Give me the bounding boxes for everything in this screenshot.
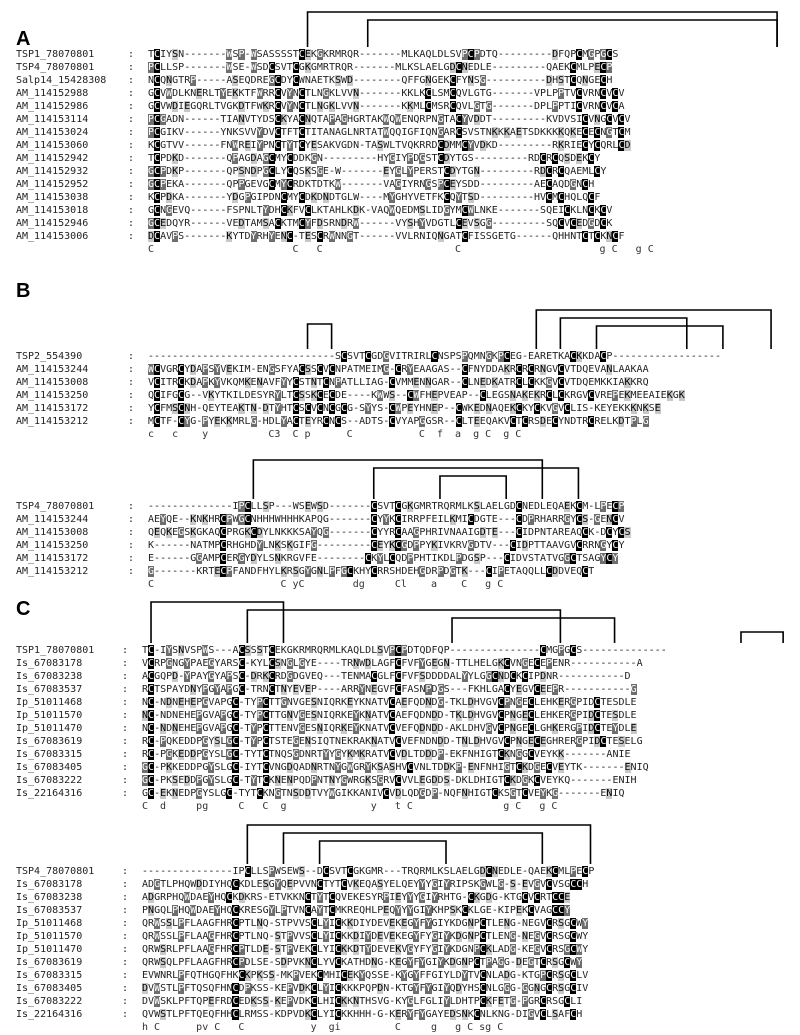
alignment-row — [0, 526, 800, 539]
separator: : — [128, 114, 135, 125]
alignment-row — [0, 217, 800, 230]
alignment-row — [0, 113, 800, 126]
alignment-row — [0, 165, 800, 178]
sequence-residues: GC-EKNEDPGYSLGC-TYTCKNGTNSDDTVYWGIKKANIVCVDLQDGDP-NQFNHIGTCKSGTCVEYKG-------ENIQ — [142, 788, 625, 799]
alignment-row — [0, 1008, 800, 1021]
separator: : — [128, 527, 135, 538]
alignment-row — [0, 152, 800, 165]
sequence-residues: NC-NDNEHEPGVAPGC-TYPCTTGNVGESNIQRKEYKNATVCAEFQDNDD-TKLDHVGVCPNGECLEHKERGPIDCTESDLE — [142, 710, 637, 721]
sequence-residues: WCVGRCYDAPSYVEKIM-ENGSFYACSSCVCNPATMEIMG-CRYEAAGAS--CFNYDDAKRCRCRNGVCVTDQEVANLAAKAA — [148, 364, 649, 375]
sequence-name: Is_67083537 — [16, 905, 83, 916]
bond-connector — [308, 12, 778, 47]
separator: : — [122, 723, 129, 734]
separator: : — [128, 540, 135, 551]
alignment-row — [0, 87, 800, 100]
alignment-row — [0, 865, 800, 878]
separator: : — [128, 179, 135, 190]
sequence-residues: TC-IYSNVSPWS---ACSSSTCEKGKRMRQRMLKAQLDLSVPCPDTQDFQP---------------CMGPGCS-------------- — [142, 645, 667, 656]
sequence-name: Is_67083238 — [16, 671, 83, 682]
sequence-name: TSP4_78070801 — [16, 866, 95, 877]
sequence-name: Is_67083405 — [16, 762, 83, 773]
sequence-name: AM_114153008 — [16, 377, 89, 388]
sequence-residues: QRWSSLPFLAAGFHRCPTLNQ-STPVVSCLYICKKDIYDEVEKEGYFYGIYKDGNPCTLENG-NEGVCRSGCWY — [142, 931, 589, 942]
sequence-residues: GCPEKA-------QPPGEVGCMYCRDKTDTKW-------VAGIYRNGSPCEYSDD---------AECAQDGNCH — [148, 179, 595, 190]
alignment-row — [0, 774, 800, 787]
alignment-row — [0, 956, 800, 969]
alignment-row — [0, 389, 800, 402]
sequence-residues: GC-PKSEDDPGYSLGC-TYTCKNENPQDPNTNYGWRGKSGRVCVVLEGDDS-DKLDHIGTCKDGKCVEYKQ-------ENIH — [142, 775, 637, 786]
alignment-row — [0, 100, 800, 113]
alignment-row — [0, 500, 800, 513]
separator: : — [128, 192, 135, 203]
separator: : — [122, 736, 129, 747]
separator: : — [128, 377, 135, 388]
panel-label: B — [16, 280, 31, 302]
separator: : — [128, 166, 135, 177]
separator: : — [128, 514, 135, 525]
sequence-residues: GCNGEVQ------FSPNLTYDHCKFVCLKTAHLKDK-VAQWQEDMSLIDGYMCWLNKE-------SQEICKLNCKCV — [148, 205, 613, 216]
bond-connector — [560, 318, 686, 349]
sequence-residues: TCPDKD-------QPAGDAGCMYCDDKGN---------HYGIYPDGSTCDYTGS---------RDCRCQSDEKCY — [148, 153, 601, 164]
sequence-residues: NC-NDNEHEPGVAPGC-TYPCTTGNVGESNIQRKEYKNATVCAEFQDNDG-TKLDHVGVCPNGECLEHKERGPIDCTESDLE — [142, 697, 637, 708]
alignment-row — [0, 513, 800, 526]
separator: : — [128, 403, 135, 414]
sequence-residues: GCVWDIEGQRLTVGKDTFWKRCVYNCTLNGKLVVN-------KKMLCMSRCQVLGTG-------DPLPPTICVRNCVCA — [148, 101, 625, 112]
sequence-residues: DVWSTLPFTQSQFHNCDPKSS-KEPVDKCLYICKKKPQPDN-KTGYFYGIYQDYHSCNLGGG-GGNGCRSGCIV — [142, 983, 589, 994]
separator: : — [128, 49, 135, 60]
separator: : — [122, 762, 129, 773]
separator: : — [122, 944, 129, 955]
sequence-name: TSP1_78070801 — [16, 49, 95, 60]
bond-connector — [741, 632, 783, 643]
separator: : — [128, 351, 135, 362]
separator: : — [122, 983, 129, 994]
sequence-name: Ip_51011468 — [16, 697, 83, 708]
sequence-residues: QVWSTLPFTQEQFHHCLRMSS-KDPVDKCLYICKKHHH-G-KERYFYGAYEDSNKCNLKNG-DIGVCLSAFCH — [142, 1009, 583, 1020]
sequence-name: AM_114153172 — [16, 403, 89, 414]
sequence-name: AM_114153024 — [16, 127, 89, 138]
consensus-line: C C yC dg Cl a C g C — [148, 579, 504, 590]
alignment-row — [0, 61, 800, 74]
alignment-row — [0, 696, 800, 709]
sequence-name: Is_22164316 — [16, 788, 83, 799]
sequence-name: Ip_51011470 — [16, 723, 83, 734]
alignment-row — [0, 982, 800, 995]
separator: : — [128, 566, 135, 577]
bond-connector — [320, 841, 446, 864]
bond-connector — [596, 326, 722, 349]
bond-connector — [368, 20, 777, 47]
sequence-name: AM_114153172 — [16, 553, 89, 564]
alignment-row — [0, 230, 800, 243]
sequence-residues: -------------------------------SCSVTCGDGVITRIRLCNSPSPQMNGKPCEG-EARETKACKKDACP------------------ — [148, 351, 721, 362]
sequence-name: Ip_51011470 — [16, 944, 83, 955]
alignment-row — [0, 904, 800, 917]
separator: : — [128, 62, 135, 73]
alignment-row — [0, 402, 800, 415]
sequence-residues: G-------KRTECPFANDFHYLKRSGYGNLPFGCKHYCRRSHDEHGDRPDGTK---CIPETAQQLLCDDVEQCT — [148, 566, 595, 577]
alignment-row — [0, 891, 800, 904]
separator: : — [122, 749, 129, 760]
sequence-name: AM_114153008 — [16, 527, 89, 538]
alignment-row — [0, 126, 800, 139]
sequence-name: AM_114152932 — [16, 166, 89, 177]
sequence-name: Ip_51011468 — [16, 918, 83, 929]
sequence-residues: DCAVPS-------KYTDYRHYENC-TESCRWNNGT------VVLRNIQNGATCFISSGETG------QHHNTCTCKNCF — [148, 231, 625, 242]
sequence-name: Ip_51011570 — [16, 931, 83, 942]
separator: : — [122, 970, 129, 981]
sequence-name: TSP4_78070801 — [16, 62, 95, 73]
alignment-row — [0, 48, 800, 61]
alignment-row — [0, 761, 800, 774]
separator: : — [128, 101, 135, 112]
sequence-name: Is_67083178 — [16, 879, 83, 890]
alignment-row — [0, 415, 800, 428]
alignment-row — [0, 709, 800, 722]
sequence-residues: QRWSQLPFLAAGFHRCPDLSE-SDPVKNCLYVCKATHDNG-KEGYFYGIYKDGNPCTPAGG-DEGTCRSGCWY — [142, 957, 583, 968]
sequence-residues: QRWSRLPFLAAGFHRCPTLDE-STPVEKCLYICKKDTYDEVEKVGYFYGIYKDGNPCKLADG-KEGVCRSGCWY — [142, 944, 589, 955]
alignment-row — [0, 552, 800, 565]
separator: : — [122, 671, 129, 682]
alignment-row — [0, 178, 800, 191]
alignment-row — [0, 930, 800, 943]
consensus-line: c c y C3 C p C C f a g C g C — [148, 429, 522, 440]
alignment-row — [0, 943, 800, 956]
sequence-residues: PCGADN------TIANVTYDSCKYACNQTAPAGHGRTAKWQWENQRPNGTACYVDDT---------KVDVSICVNGCVCV — [148, 114, 631, 125]
sequence-residues: ACGQPD-YPAYGYAPSC-DRKCRDGDGVEQ---TENMACGLFCFVFSDDDDALYYLGGCNDCKCIPDNR-----------D — [142, 671, 631, 682]
sequence-name: Is_67083315 — [16, 749, 83, 760]
sequence-name: AM_114152986 — [16, 101, 89, 112]
separator: : — [128, 205, 135, 216]
separator: : — [122, 866, 129, 877]
sequence-residues: GC-PKKEDDPGYSLGC-IYTCVNGDQADNRTNYGWGRYKSASHVCVNLTDDKP-ENFNHIGTCKDGECVEYTK-------ENIQ — [142, 762, 649, 773]
separator: : — [128, 390, 135, 401]
alignment-row — [0, 787, 800, 800]
separator: : — [128, 231, 135, 242]
sequence-name: Is_67083405 — [16, 983, 83, 994]
bond-connector — [151, 602, 283, 643]
alignment-row — [0, 350, 800, 363]
consensus-line: C C C C g C g C — [148, 244, 654, 255]
sequence-name: AM_114152952 — [16, 179, 89, 190]
separator: : — [128, 416, 135, 427]
separator: : — [128, 75, 135, 86]
alignment-row — [0, 670, 800, 683]
separator: : — [128, 153, 135, 164]
sequence-name: AM_114153244 — [16, 364, 89, 375]
sequence-residues: RCTSPAYDNYPGYAPGC-TRNCTNYEVEP----ARRYNEGVFCFASNPDGS---FKHLGACYEGVCEEPR-----------G — [142, 684, 637, 695]
sequence-residues: EVWNRLPFQTHGQFHKCKPKSS-MKPVEKCMHICEKYQSSE-KYGYFFGIYLDYTVCNLADG-KTGPCRSGCLV — [142, 970, 589, 981]
sequence-name: AM_114153244 — [16, 514, 89, 525]
sequence-name: Ip_51011570 — [16, 710, 83, 721]
sequence-name: Is_67083537 — [16, 684, 83, 695]
sequence-name: Salp14_15428308 — [16, 75, 107, 86]
sequence-name: AM_114153212 — [16, 566, 89, 577]
sequence-residues: K------NATMPCRHGHDYLNKSKGIFG---------CEYKCGDPPYKIVKRVGDTV---CIDPTTAAVGVCRRNGYCY — [148, 540, 625, 551]
bond-connector — [536, 310, 771, 349]
sequence-residues: ---------------IPCLLSPWSEWS--DCSVTCGKGMR---TRQRMLKSLAELGDCNEDLE-QAEKCMLPECP — [142, 866, 595, 877]
sequence-name: AM_114152942 — [16, 153, 89, 164]
bond-connector — [452, 618, 615, 643]
panel-label: C — [16, 598, 31, 620]
sequence-name: AM_114153060 — [16, 140, 89, 151]
sequence-residues: GCVWDLKNERLTYEKKTFWRRCVYNCTLNGKLVVN-------KKLKCLSMCQVLGTG-------VPLPPTVCVRNCVCV — [148, 88, 625, 99]
sequence-residues: RC-PQKEDDPGYSLGC-TYPCTSTEGENSIQTNEKRAKNATVCVEFNDNDD-TNLDHVGVCPNGECEGHRERGPIDCTESELG — [142, 736, 643, 747]
separator: : — [122, 775, 129, 786]
sequence-name: Is_22164316 — [16, 1009, 83, 1020]
sequence-residues: ADGTLPHQWDDIYHQCKDLESGYQEPVVNCTYTCVKEQASYELQEYYYGIYRIPSKGWLG-S-EVGVCVSGCCH — [142, 879, 589, 890]
bond-connector — [283, 833, 542, 864]
separator: : — [122, 879, 129, 890]
alignment-row — [0, 191, 800, 204]
sequence-residues: MCTF-CYG-PYEKKMRLG-HDLYACTEYRCNCS--ADTS-CVYAPGGSR--CLTEEQAKVCTCRSDECYNDTRCRELKDTPLG — [148, 416, 649, 427]
sequence-residues: KCGTVV------FNWREIYPNCTYTCYESAKVGDN-TASWLTVQKRRDCDMMCYVDKD---------RKRIECYCQRLCD — [148, 140, 631, 151]
alignment-row — [0, 376, 800, 389]
sequence-name: TSP4_78070801 — [16, 501, 95, 512]
separator: : — [122, 918, 129, 929]
sequence-residues: E------GGAMPCERGYDYLSNKRGVFE--------CKYLCQDPPHTIKDLPDGSP---CIDVSTATVGGCTSAGYCY — [148, 553, 619, 564]
sequence-name: Is_67083222 — [16, 775, 83, 786]
separator: : — [122, 710, 129, 721]
sequence-residues: VCITRCKDAPKYVKQMKENAVFYYCSTNTCNPATLLIAG-CVMMENNGAR--CLNEDKATRCLCKKGVCVTDQEMKKIAKKRQ — [148, 377, 649, 388]
separator: : — [128, 88, 135, 99]
separator: : — [122, 1009, 129, 1020]
sequence-name: Is_67083315 — [16, 970, 83, 981]
separator: : — [128, 364, 135, 375]
bond-connector — [247, 610, 560, 643]
separator: : — [122, 957, 129, 968]
alignment-row — [0, 683, 800, 696]
sequence-residues: --------------IPCLLSP---WSEWSD-------CSVTCGKGMRTRQRMLKSLAELGDCNEDLEQAEKCM-LPECP — [148, 501, 625, 512]
alignment-row — [0, 363, 800, 376]
sequence-residues: PNGQLPHQWDAEYHQCKRESGYLPTVNCAYTCMKREQHLPEQYYYGIYKHPSKCKLGE-KIPEKCVAGCCY — [142, 905, 571, 916]
sequence-name: AM_114153018 — [16, 205, 89, 216]
bond-connector — [374, 468, 579, 499]
sequence-name: AM_114153006 — [16, 231, 89, 242]
sequence-residues: PCGIKV------YNKSVVYDVCTFTCTITANAGLNRTATWQQIGFIQNGARCSVSTNKKKAETSDKKKKQKECECNGTCM — [148, 127, 631, 138]
separator: : — [122, 684, 129, 695]
sequence-residues: AEYQE--KNKHRCPWGCNHHHWHHHKAPQG-------CYYKCIRRPFEILKMICDGTE---CDPRHARRGYCS-GENCV — [148, 514, 625, 525]
consensus-line: C d pg C C g y t C g C g C — [142, 801, 558, 812]
separator: : — [128, 140, 135, 151]
sequence-name: AM_114152946 — [16, 218, 89, 229]
sequence-residues: QRWSSLPFLAAGFHRCPTLNQ-STPVVSCLYICKKDIYDEVEKEGYFYGIYKDGNPCTLENG-NEGVCRSGCWY — [142, 918, 589, 929]
sequence-residues: NC-NDNEHEPGVAPGC-TYPCTTENVGESNIQRKEYKNATVCVEFQDNDD-AKLDHVGVCPNGECLGHKERGPIDCTEYDLE — [142, 723, 637, 734]
sequence-name: TSP2_554390 — [16, 351, 83, 362]
separator: : — [122, 697, 129, 708]
separator: : — [122, 892, 129, 903]
alignment-row — [0, 539, 800, 552]
sequence-residues: DVWSKLPFTQPEFRDCEDKSS-KEPVDKCLHICKKNTHSVG-KYGLFGLIYLDHTPCKFETG-PGRCRSGCLI — [142, 996, 583, 1007]
alignment-row — [0, 74, 800, 87]
sequence-name: Is_67083619 — [16, 957, 83, 968]
sequence-residues: NCQNGTRP-----ASEQDREGCDYCWNAETKSWD--------QFFGNGEKCFYNSG----------DHSTCQNGECH — [148, 75, 613, 86]
separator: : — [128, 501, 135, 512]
sequence-name: AM_114153250 — [16, 390, 89, 401]
sequence-name: Is_67083222 — [16, 996, 83, 1007]
sequence-name: Is_67083178 — [16, 658, 83, 669]
separator: : — [122, 645, 129, 656]
sequence-name: Is_67083238 — [16, 892, 83, 903]
alignment-row — [0, 995, 800, 1008]
sequence-residues: QCIFGCG--VKYTKILDESYRYLTCSSKCECDE----KWWS--CWFHEPVEAP--CLEGSNAKEKRCLCKRGVCVREPEKMEEAIEKGK — [148, 390, 685, 401]
sequence-residues: YCFMSCNH-QEYTEAKTN-DTYHTCSCVCNCGCG-SYYS-CWPEYHNEP--CWKEDNAQEKCKYCKVGVCLIS-KEYEKKKNKSE — [148, 403, 661, 414]
alignment-row — [0, 748, 800, 761]
sequence-name: AM_114153114 — [16, 114, 89, 125]
panel-label: A — [16, 28, 31, 50]
separator: : — [122, 996, 129, 1007]
alignment-row — [0, 735, 800, 748]
bond-connector — [308, 324, 332, 349]
separator: : — [128, 127, 135, 138]
alignment-row — [0, 657, 800, 670]
sequence-name: TSP1_78070801 — [16, 645, 95, 656]
sequence-name: AM_114152988 — [16, 88, 89, 99]
sequence-name: AM_114153250 — [16, 540, 89, 551]
sequence-residues: RC-PGKEDDPGYSLGC-TYTCTNQSGDNRTYYGYKMKRATVCVDLTDDDP-EKFNHIGTCKNGGCVEYKK-------ANIE — [142, 749, 631, 760]
sequence-residues: ADGRPHQWDAEYHQCKDKRS-ETVKKNCTYTCQVEKESYRPIEYYYGIYRHTG-CKGDG-KTGCVCRTCCE — [142, 892, 571, 903]
alignment-row — [0, 969, 800, 982]
consensus-line: h C pv C C y gi C g g C sg C — [142, 1022, 504, 1033]
alignment-row — [0, 878, 800, 891]
sequence-residues: TCIYSN-------WSP-WSASSSSTCEKGKRMRQR-------MLKAQLDLSVPCPDTQ---------DFQPCMGPGCS — [148, 49, 619, 60]
separator: : — [122, 788, 129, 799]
alignment-row — [0, 917, 800, 930]
alignment-row — [0, 565, 800, 578]
alignment-row — [0, 722, 800, 735]
alignment-row — [0, 139, 800, 152]
sequence-residues: PCLLSP-------WSE-WSDCSVTCGKGMRTRQR-------MLKSLAELGDCNEDLE---------QAEKCMLPECP — [148, 62, 613, 73]
bond-connector — [247, 825, 590, 864]
sequence-residues: GCPDKP-------QPSNDPGCLYCQSKSGE-W-------EYGLYPERSTCDYTGN---------RDCRCQAEMLCY — [148, 166, 607, 177]
sequence-name: AM_114153038 — [16, 192, 89, 203]
alignment-row — [0, 204, 800, 217]
sequence-residues: VCRPGNGYPAEGYARSC-KYLCSNGLGYE----TRNWDLAGFCFVFYGEGN-TTLHELGKCVNGECEPENR-----------A — [142, 658, 643, 669]
separator: : — [122, 931, 129, 942]
sequence-residues: KCPDKA-------YDGPGIPDNCMYCDKDNDTGLW----MYGHYVETFKCQYTSD---------HVCMCHQLQCF — [148, 192, 601, 203]
separator: : — [128, 218, 135, 229]
bond-connector — [440, 476, 506, 499]
sequence-residues: GCEDQYR------VEDTAMSACKTMCYFDSRNDRW------VYSHYVDGTLCEVSGG---------SQCVCEDGDCK — [148, 218, 613, 229]
sequence-residues: QEQKEGSKGKAQCPRGKCDYLNKKKSAYQG-------CYYRCAAGPHRIVNAAIGDTE---CIDPNTAREAQCK-DCYCS — [148, 527, 631, 538]
separator: : — [122, 905, 129, 916]
sequence-name: Is_67083619 — [16, 736, 83, 747]
sequence-name: AM_114153212 — [16, 416, 89, 427]
bond-connector — [253, 460, 542, 499]
alignment-row — [0, 644, 800, 657]
separator: : — [122, 658, 129, 669]
separator: : — [128, 553, 135, 564]
